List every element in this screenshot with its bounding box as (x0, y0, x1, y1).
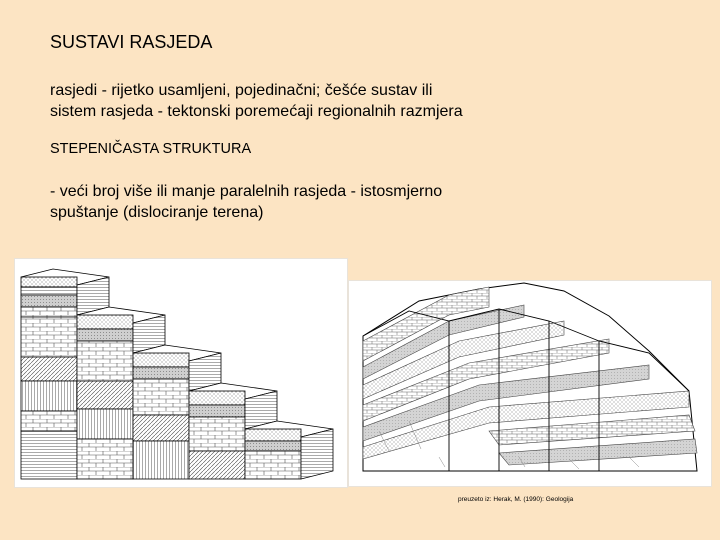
paragraph-steps (50, 181, 690, 223)
figure-terrain-steps (348, 280, 712, 487)
figure-credit: preuzeto iz: Herak, M. (1990): Geologija (458, 496, 574, 503)
slide-title: SUSTAVI RASJEDA (50, 32, 213, 52)
paragraph-intro (50, 80, 690, 122)
paragraph-steps-line-1: - veći broj više ili manje paralelnih rasjeda - istosmjerno (50, 183, 443, 200)
subheading: STEPENIČASTA STRUKTURA (50, 141, 252, 157)
paragraph-intro-line-1: rasjedi - rijetko usamljeni, pojedinačni; češće sustav ili (50, 82, 433, 99)
step-block-diagram-icon (15, 259, 347, 487)
paragraph-intro-line-2: sistem rasjeda - tektonski poremećaji regionalnih razmjera (50, 103, 463, 120)
paragraph-steps-line-2: spuštanje (dislociranje terena) (50, 204, 264, 221)
figure-fault-steps (14, 258, 348, 488)
layered-terrain-diagram-icon (349, 281, 711, 486)
